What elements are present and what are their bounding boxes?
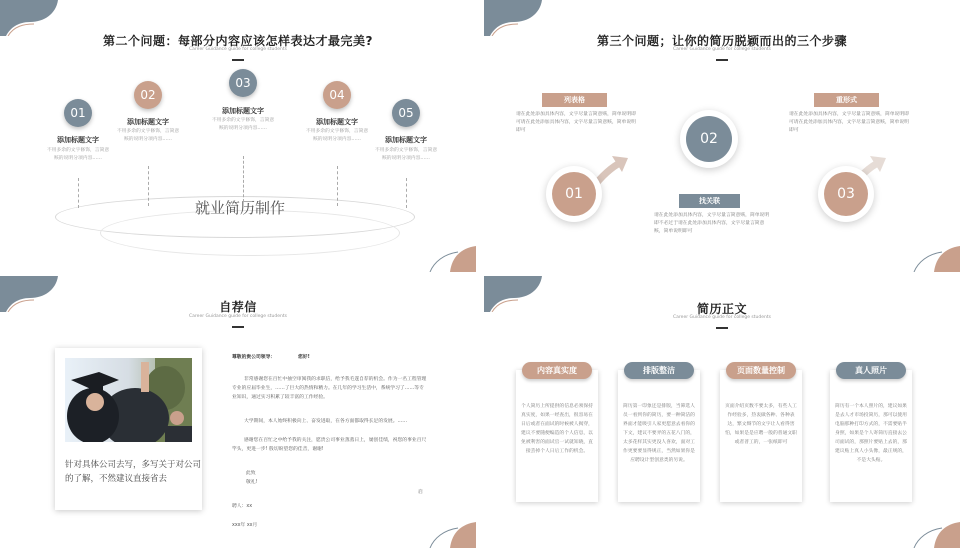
- slide-subtitle: Career Guidance guide for college students: [189, 314, 287, 319]
- step-number-badge: 05: [392, 99, 420, 127]
- step-number: 02: [686, 116, 732, 162]
- step-number: 03: [824, 172, 868, 216]
- letter-applicant: 聘人：xx: [232, 504, 253, 509]
- corner-decoration: [906, 242, 960, 272]
- slide-subtitle: Career Guidance guide for college students: [673, 47, 771, 52]
- graduation-photo: [65, 358, 192, 442]
- step-description: 不用多余的文字修饰，言简意赅的说明分项内容……: [305, 129, 369, 142]
- panel-label: 排版整洁: [624, 362, 694, 379]
- step-text: 请在此处添加具体内容，文字尽量言简意赅，简单说明即可请在此处添加具体内容，文字尽量言简意赅，简单说明即可: [789, 112, 909, 133]
- slide-subtitle: Career Guidance guide for college students: [189, 47, 287, 52]
- step-text: 请在此处添加具体内容，文字尽量言简意赅，简单说明即不必过于请在此处添加具体内容，文字尽量言简意赅，简单说明即可: [654, 213, 770, 234]
- letter-greeting: 您好!: [298, 355, 310, 360]
- letter-sign: 启: [418, 490, 423, 495]
- step-circle: [546, 166, 602, 222]
- step-label: 重形式: [814, 93, 879, 107]
- step-connector: [243, 156, 244, 202]
- step-description: 不用多余的文字修饰，言简意赅的说明分项内容……: [116, 129, 180, 142]
- step-connector: [406, 178, 407, 208]
- slide-resume-body[interactable]: [484, 276, 960, 548]
- step-description: 不用多余的文字修饰，言简意赅的说明分项内容……: [211, 118, 275, 131]
- letter-paragraph: 非常感谢您在百忙中抽空审阅我的求职信，给予我毛遂自荐的机会。作为一名工程管理专业的应届毕业生，……了巨大的热情和精力。在几年的学习生活中，系统学习了……等专业知识，通过实习积累了较丰富的工作经验。: [232, 377, 427, 400]
- step-description: 不用多余的文字修饰，言简意赅的说明分项内容……: [46, 148, 110, 161]
- corner-decoration: [906, 518, 960, 548]
- step-label: 找关联: [679, 194, 740, 208]
- panel-text: 页面介绍页数不要太多，有些人工作经验多，热衷做各种、各种表达，繁文缛节的文字让人看得害怕，如果是是应聘一般的普通文职或者普工的，一张纸即可: [725, 404, 797, 445]
- letter-closing: 敬礼!: [246, 480, 258, 485]
- slide-title: 第三个问题；让你的简历脱颖而出的三个步骤: [596, 34, 847, 48]
- panel-label: 内容真实度: [522, 362, 592, 379]
- panel-text: 个人简历上所提供的信息必须保持真实度，如果一经查出，很容易在日后或者在面试的时候被人揭穿，建议不要随便编造的个人信息，以免被利害的面试官一试就知晓，直接丢掉个人日后工作的机会。: [521, 404, 593, 454]
- step-connector: [148, 166, 149, 206]
- step-text: 请在此处添加具体内容，文字尽量言简意赅，简单说明即可请在此处添加具体内容，文字尽量言简意赅，简单说明即可: [516, 112, 636, 133]
- slide-three-steps[interactable]: [484, 0, 960, 272]
- step-connector: [78, 178, 79, 208]
- step-circle: [818, 166, 874, 222]
- card-caption: 针对具体公司去写，多写关于对公司的了解，不然建议直接省去: [65, 460, 202, 484]
- step-number-badge: 04: [323, 81, 351, 109]
- corner-decoration: [0, 0, 70, 36]
- slide-title: 第二个问题：每部分内容应该怎样表达才最完美?: [103, 34, 373, 48]
- step-number-badge: 02: [134, 81, 162, 109]
- panel-text: 简历第一印象还是排版，当筛选人员一看到你的简历，要一种简洁的界面才能吸引人家更愿意去看你的下文，建议不要弄的五花八门的，太多花样其实更没人喜欢，面对工作更要要显得规正，当然如果你是应聘设计型创意类的另说。: [623, 404, 695, 463]
- letter-date: xxx年 xx月: [232, 523, 258, 528]
- letter-closing: 此致: [246, 471, 256, 476]
- panel-label: 真人照片: [836, 362, 906, 379]
- slide-title: 简历正文: [696, 302, 747, 316]
- center-title: 就业简历制作: [194, 199, 285, 217]
- step-title: 添加标题文字: [127, 118, 169, 126]
- step-number-badge: 01: [64, 99, 92, 127]
- step-title: 添加标题文字: [316, 118, 358, 126]
- corner-decoration: [422, 518, 476, 548]
- slide-cover-letter[interactable]: [0, 276, 476, 548]
- panel-label: 页面数量控制: [726, 362, 796, 379]
- title-underline: [232, 59, 244, 61]
- letter-paragraph: 大学期间，本人始终积极向上、奋发进取，在各方面都取得长足的发展。……: [244, 419, 408, 424]
- corner-decoration: [422, 242, 476, 272]
- letter-paragraph: 感谢您在百忙之中给予我的关注，愿贵公司事业蒸蒸日上，屡创佳绩，祝您的事业百尺竿头，更进一步! 殷切盼望您的佳音，谢谢!: [232, 438, 427, 452]
- step-label: 列表格: [542, 93, 607, 107]
- title-underline: [716, 59, 728, 61]
- step-number-badge: 03: [229, 69, 257, 97]
- title-underline: [716, 327, 728, 329]
- step-circle: [680, 110, 738, 168]
- step-title: 添加标题文字: [385, 136, 427, 144]
- step-connector: [337, 166, 338, 206]
- slide-structure[interactable]: [0, 0, 476, 272]
- slide-subtitle: Career Guidance guide for college students: [673, 315, 771, 320]
- step-number: 01: [552, 172, 596, 216]
- letter-salutation: 尊敬的贵公司领导：: [232, 355, 276, 360]
- step-title: 添加标题文字: [222, 107, 264, 115]
- panel-text: 简历有一个本人照片的，建议如果是去人才市场投简历，那可以使用电脑那种打印方式的，不需要贴半身照，如果是个人寄简历直接去公司面试的，那照片要贴上去的，那建议贴上真人小头像，最正规的，不是大头贴。: [835, 404, 907, 463]
- corner-decoration: [484, 0, 554, 36]
- step-description: 不用多余的文字修饰，言简意赅的说明分项内容……: [374, 148, 438, 161]
- title-underline: [232, 326, 244, 328]
- slide-title: 自荐信: [219, 300, 257, 314]
- step-title: 添加标题文字: [57, 136, 99, 144]
